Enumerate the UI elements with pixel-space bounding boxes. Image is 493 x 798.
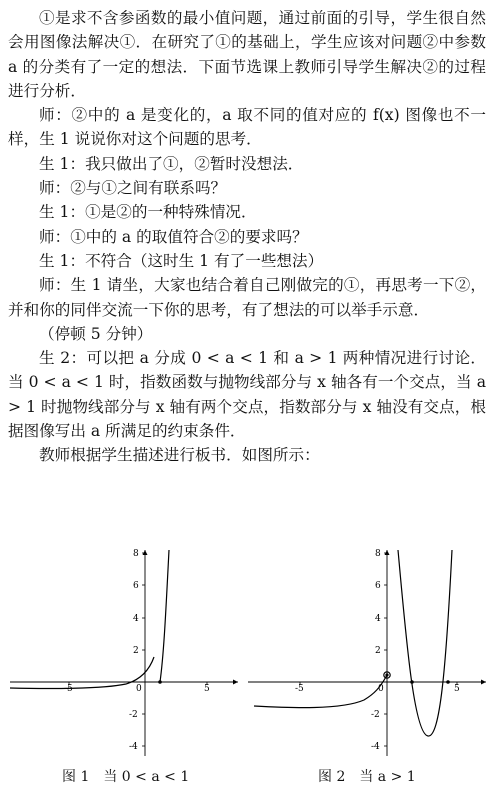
figure-2-graph (246, 548, 488, 758)
y-tick-label: 4 (133, 614, 139, 624)
parabola-curve (398, 550, 452, 736)
y-axis-arrow (143, 550, 148, 555)
y-tick-label: -2 (129, 710, 138, 720)
y-tick-label: 4 (375, 614, 381, 624)
paragraph-5: 生 1：①是②的一种特殊情况． (39, 203, 257, 222)
intersection-point (410, 680, 414, 684)
x-axis-arrow (481, 680, 486, 685)
x-tick-label: -5 (295, 684, 304, 694)
y-tick-label: 2 (375, 646, 381, 656)
x-tick-label: 0 (378, 684, 384, 694)
y-tick-label: -4 (129, 742, 138, 752)
y-tick-label: 2 (133, 646, 139, 656)
paragraph-9: （停顿 5 分钟） (39, 324, 153, 343)
y-tick-label: -2 (371, 710, 380, 720)
x-tick-label: 0 (136, 684, 142, 694)
closed-endpoint (385, 673, 388, 676)
figure-1-caption: 图 1 当 0 < a < 1 (62, 769, 190, 785)
exponential-curve (10, 657, 154, 689)
paragraph-10: 生 2：可以把 a 分成 0 < a < 1 和 a > 1 两种情况进行讨论．当 0 < a < 1 时，指数函数与抛物线部分与 x 轴各有一个交点，当 a > 1 时抛物线部分与 x 轴有两个交点，指数部分与 x 轴没有交点，根据图像写出 a 所满足的约束条件． (8, 349, 486, 441)
intersection-point (446, 680, 450, 684)
article-body (8, 6, 486, 468)
x-tick-label: 5 (454, 684, 460, 694)
x-axis-arrow (233, 680, 238, 685)
figure-1-graph (8, 548, 240, 758)
paragraph-7: 生 1：不符合（这时生 1 有了一些想法） (39, 251, 324, 270)
y-tick-label: -4 (371, 742, 380, 752)
x-tick-label: -5 (64, 684, 73, 694)
paragraph-2: 师：②中的 a 是变化的，a 取不同的值对应的 f(x) 图像也不一样，生 1 说说你对这个问题的思考． (8, 106, 486, 149)
paragraph-1: ①是求不含参函数的最小值问题，通过前面的引导，学生很自然会用图像法解决①．在研究了①的基础上，学生应该对问题②中参数 a 的分类有了一定的想法．下面节选课上教师引导学生解决②的过程进行分析． (8, 9, 486, 100)
paragraph-6: 师：①中的 a 的取值符合②的要求吗？ (39, 227, 308, 246)
intersection-point (158, 680, 162, 684)
paragraph-8: 师：生 1 请坐，大家也结合着自己刚做完的①，再思考一下②，并和你的同伴交流一下你的思考，有了想法的可以举手示意． (8, 276, 486, 319)
paragraph-11: 教师根据学生描述进行板书．如图所示： (39, 446, 320, 465)
paragraph-4: 师：②与①之间有联系吗？ (39, 179, 227, 198)
y-tick-label: 6 (133, 581, 139, 591)
y-tick-label: 8 (375, 549, 381, 559)
figure-2-caption: 图 2 当 a > 1 (318, 769, 416, 785)
paragraph-3: 生 1：我只做出了①，②暂时没想法． (39, 154, 304, 173)
parabola-curve (160, 550, 169, 682)
y-tick-label: 6 (375, 581, 381, 591)
y-axis-arrow (385, 550, 390, 555)
x-tick-label: 5 (204, 684, 210, 694)
figure-2 (246, 548, 488, 758)
figure-1 (8, 548, 240, 758)
exponential-curve (254, 675, 387, 708)
y-tick-label: 8 (133, 549, 139, 559)
